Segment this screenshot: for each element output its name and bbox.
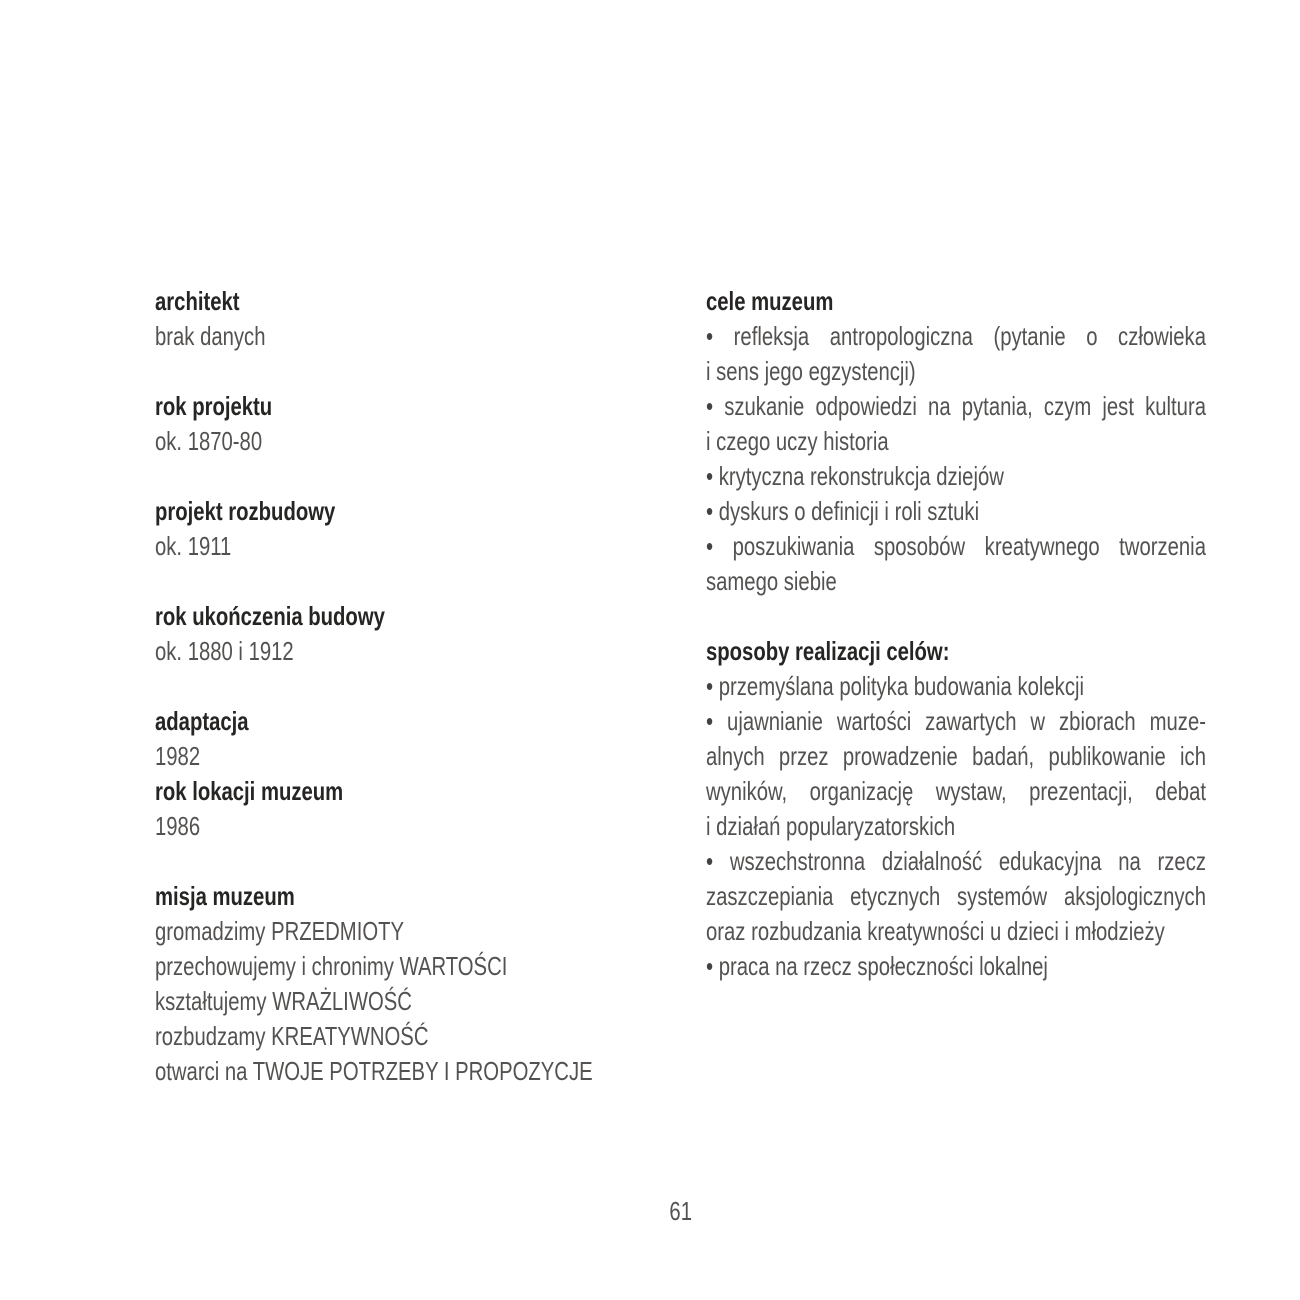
info-block-value: 1982 [155,741,201,771]
info-block [155,774,623,844]
bullet-section-heading: sposoby realizacji celów: [706,636,950,666]
info-block-heading: architekt [155,286,240,316]
bullet-item-line: • dyskurs o definicji i roli sztuki [706,496,980,526]
info-block [155,879,623,1089]
info-block-value: ok. 1880 i 1912 [155,636,294,666]
bullet-item [706,669,1206,704]
info-block-heading: misja muzeum [155,881,295,911]
bullet-item-line: i sens jego egzystencji) [706,356,916,386]
bullet-item [706,844,1206,949]
bullet-icon: • [706,846,714,876]
bullet-section [706,634,1206,984]
info-block-value: brak danych [155,321,266,351]
info-block-value: przechowujemy i chronimy WARTOŚCI [155,951,508,981]
info-block-heading: adaptacja [155,706,249,736]
bullet-item-line: wyników, organizację wystaw, prezentacji, debat [706,776,1206,806]
bullet-section-heading: cele muzeum [706,286,834,316]
info-block-value: rozbudzamy KREATYWNOŚĆ [155,1021,429,1051]
info-block-value: kształtujemy WRAŻLIWOŚĆ [155,986,412,1016]
bullet-item-line: alnych przez prowadzenie badań, publikowanie ich [706,741,1206,771]
page-number: 61 [669,1196,692,1226]
bullet-icon: • [706,461,714,491]
bullet-item-line: • szukanie odpowiedzi na pytania, czym jest kultura [706,391,1206,421]
bullet-section [706,284,1206,599]
bullet-item [706,704,1206,844]
info-block-value: otwarci na TWOJE POTRZEBY I PROPOZYCJE [155,1056,593,1086]
bullet-icon: • [706,496,714,526]
bullet-item-line: • ujawnianie wartości zawartych w zbiorach muze- [706,706,1206,736]
bullet-item [706,459,1206,494]
right-column [706,284,1206,984]
bullet-icon: • [706,531,714,561]
bullet-item-line: i działań popularyzatorskich [706,811,956,841]
bullet-icon: • [706,706,714,736]
bullet-item-line: • przemyślana polityka budowania kolekcji [706,671,1084,701]
bullet-item [706,949,1206,984]
bullet-item [706,529,1206,599]
bullet-item-line: • praca na rzecz społeczności lokalnej [706,951,1048,981]
info-block-heading: rok projektu [155,391,273,421]
bullet-icon: • [706,671,714,701]
bullet-icon: • [706,951,714,981]
bullet-item-line: zaszczepiania etycznych systemów aksjologicznych [706,881,1206,911]
bullet-item-line: • krytyczna rekonstrukcja dziejów [706,461,1004,491]
info-block-value: 1986 [155,811,201,841]
info-block [155,494,623,564]
info-block [155,389,623,459]
info-block-heading: rok lokacji muzeum [155,776,344,806]
bullet-icon: • [706,321,714,351]
info-block [155,284,623,354]
bullet-item-line: oraz rozbudzania kreatywności u dzieci i młodzieży [706,916,1165,946]
info-block-value: ok. 1870-80 [155,426,263,456]
info-block [155,704,623,774]
info-block [155,599,623,669]
bullet-item [706,494,1206,529]
bullet-icon: • [706,391,714,421]
bullet-item-line: samego siebie [706,566,837,596]
left-column [155,284,623,1089]
bullet-item-line: • wszechstronna działalność edukacyjna na rzecz [706,846,1206,876]
bullet-item [706,389,1206,459]
info-block-heading: rok ukończenia budowy [155,601,385,631]
info-block-heading: projekt rozbudowy [155,496,336,526]
bullet-item-line: • refleksja antropologiczna (pytanie o człowieka [706,321,1206,351]
info-block-value: gromadzimy PRZEDMIOTY [155,916,405,946]
bullet-item-line: i czego uczy historia [706,426,889,456]
bullet-item-line: • poszukiwania sposobów kreatywnego tworzenia [706,531,1206,561]
info-block-value: ok. 1911 [155,531,232,561]
bullet-item [706,319,1206,389]
